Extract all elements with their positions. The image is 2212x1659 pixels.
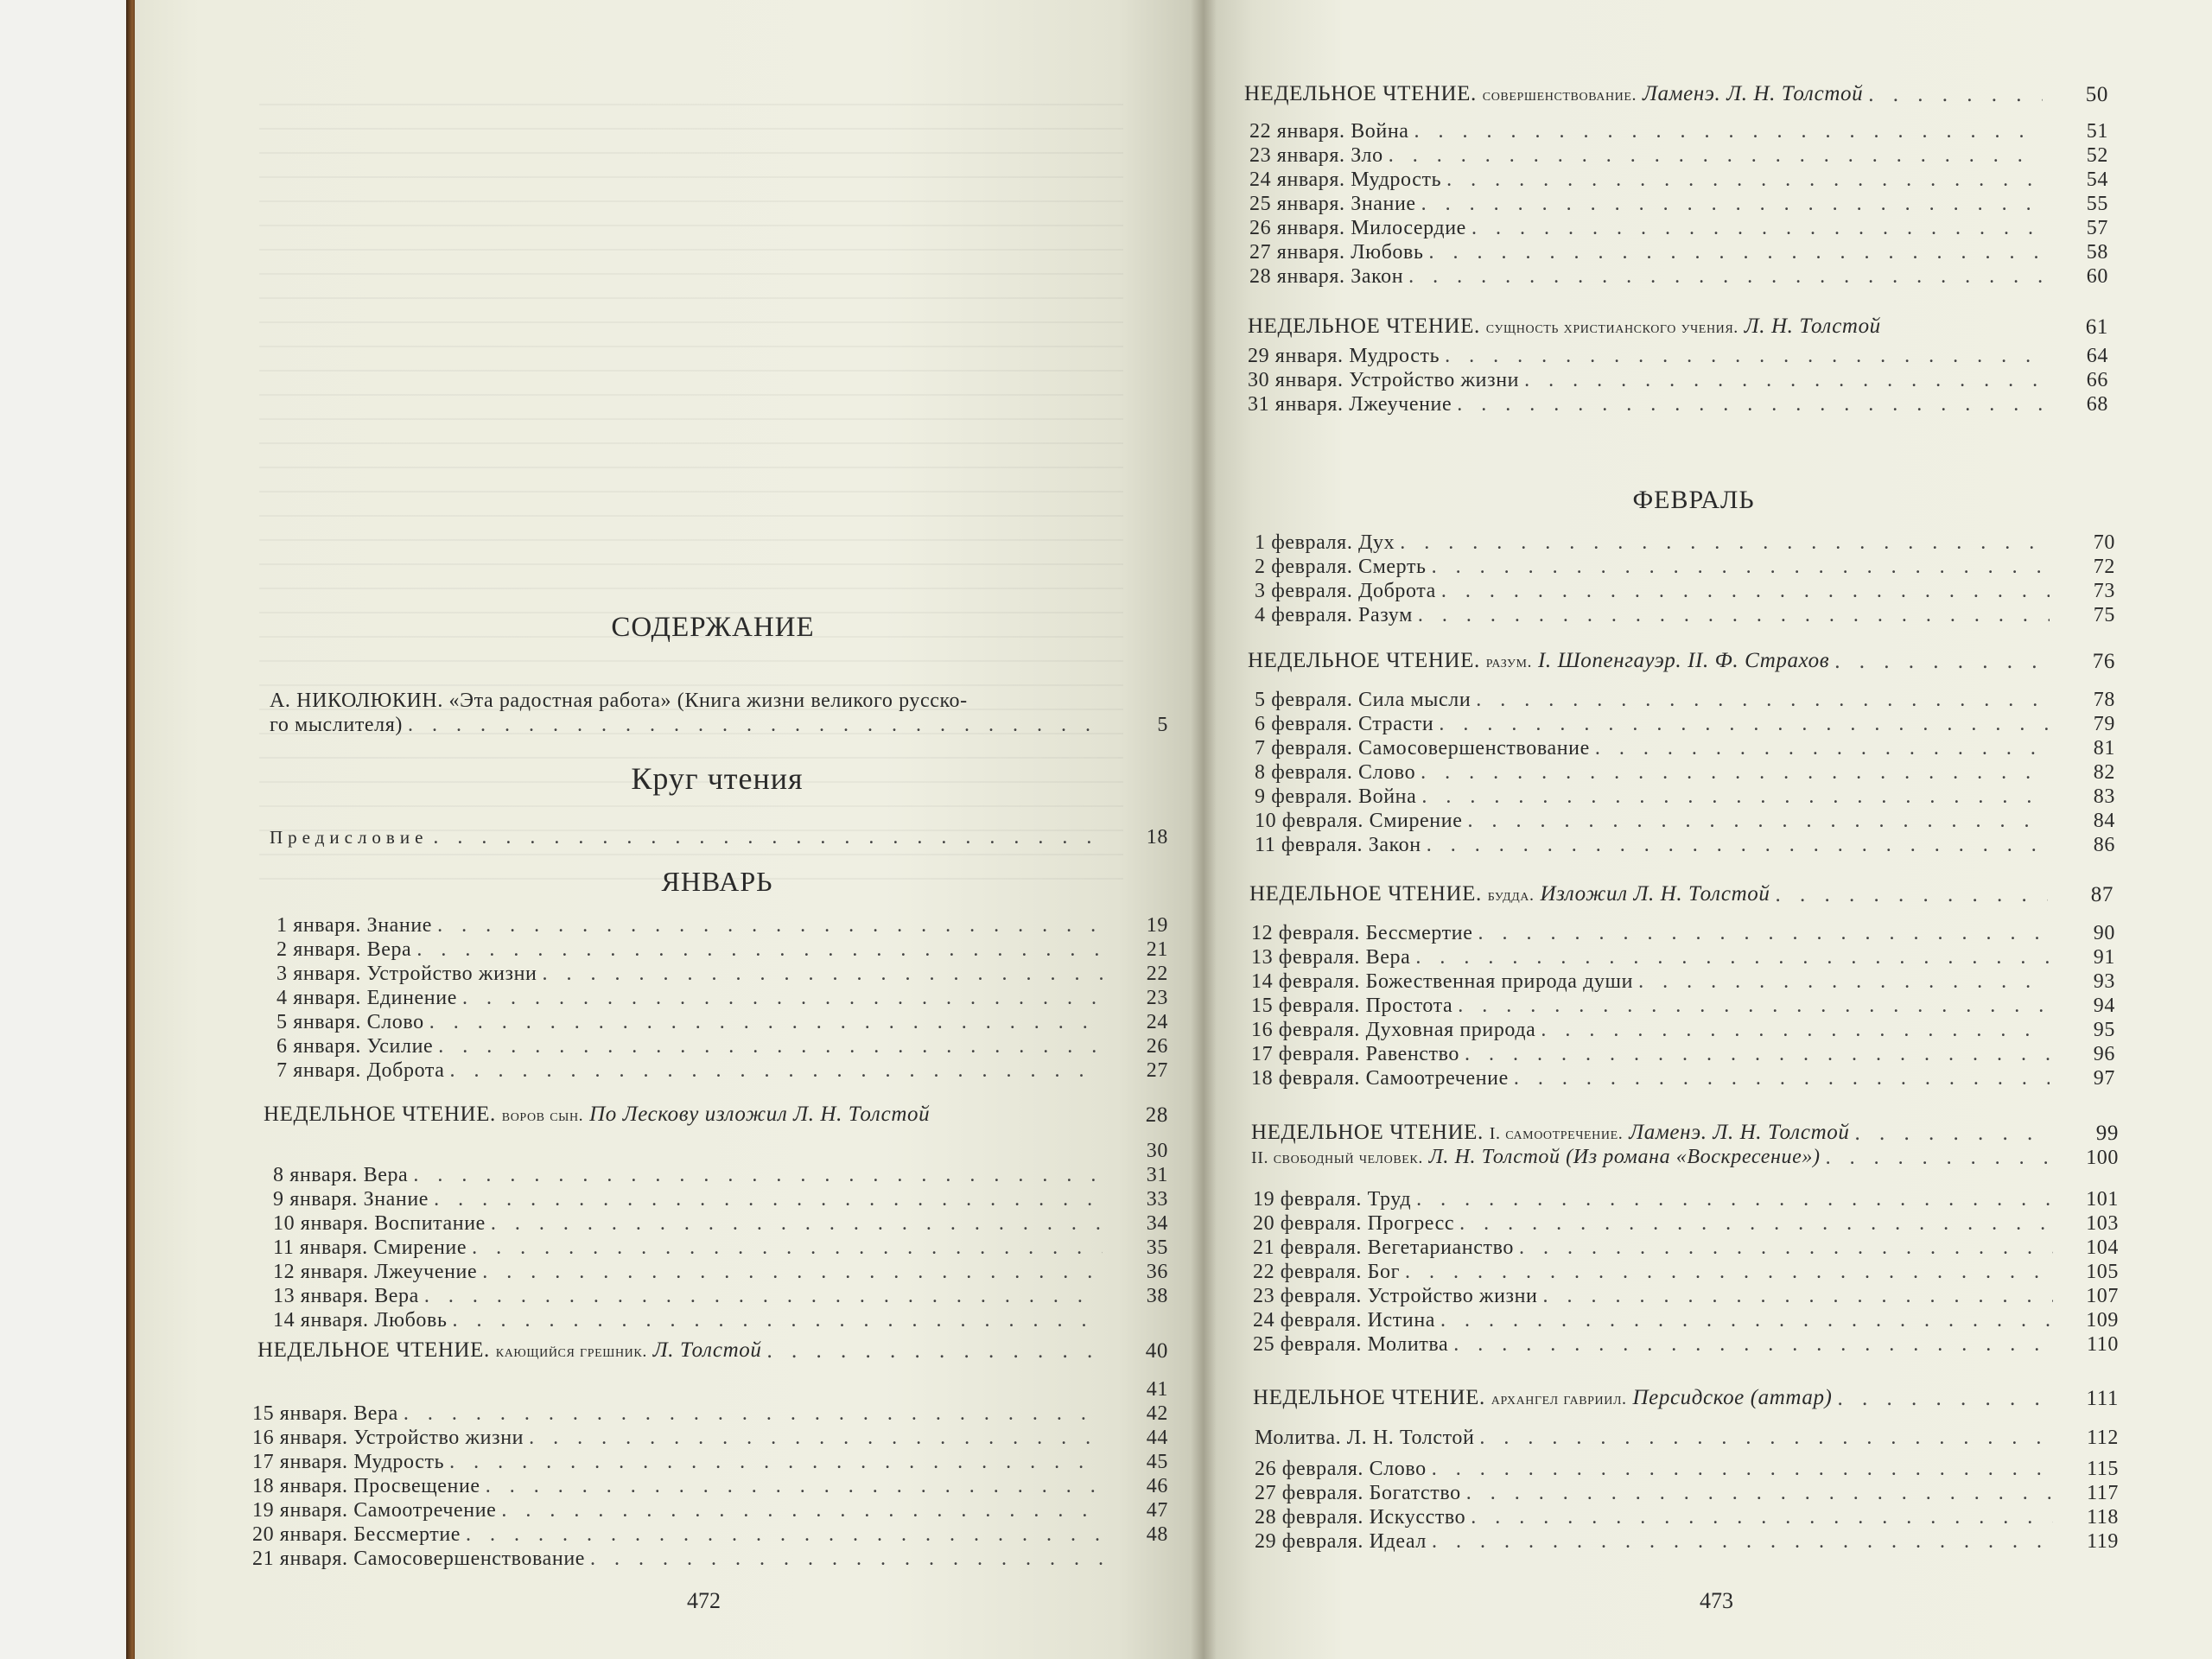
entry-label: 27 января. Любовь — [1249, 241, 1424, 264]
toc-entry — [1255, 785, 2115, 809]
entry-label: 17 января. Мудрость — [252, 1451, 445, 1473]
entry-label: 15 января. Вера — [252, 1402, 398, 1425]
entry-label: 5 января. Слово — [276, 1011, 424, 1033]
entry-label: 23 февраля. Устройство жизни — [1253, 1285, 1538, 1307]
entry-label: 26 февраля. Слово — [1255, 1458, 1427, 1480]
entry-label: 18 февраля. Самоотречение — [1251, 1067, 1509, 1090]
toc-entry — [1253, 1284, 2119, 1308]
entry-label: 2 февраля. Смерть — [1255, 556, 1427, 578]
page-number: 107 — [2086, 1285, 2119, 1307]
gutter-shadow — [1191, 0, 1217, 1659]
entry-label: 11 февраля. Закон — [1255, 834, 1421, 856]
toc-entry — [1255, 688, 2115, 712]
weekly-topic: II. свободный человек. — [1251, 1148, 1423, 1167]
weekly-author: По Лескову изложил Л. Н. Толстой — [589, 1103, 931, 1126]
intro-line2: го мыслителя) — [270, 714, 403, 736]
weekly-topic: будда. — [1487, 886, 1535, 905]
entry-label: 3 февраля. Доброта — [1255, 580, 1436, 602]
entry-label: 13 февраля. Вера — [1251, 946, 1411, 969]
entry-label: 11 января. Смирение — [273, 1236, 467, 1259]
toc-entry — [1251, 969, 2115, 994]
toc-entry — [276, 962, 1168, 986]
entry-label: 28 февраля. Искусство — [1255, 1506, 1466, 1529]
weekly-head: НЕДЕЛЬНОЕ ЧТЕНИЕ. — [257, 1338, 490, 1362]
entry-label: 22 января. Война — [1249, 120, 1409, 143]
entry-label: 8 февраля. Слово — [1255, 761, 1416, 784]
weekly-head: НЕДЕЛЬНОЕ ЧТЕНИЕ. — [1253, 1386, 1485, 1409]
weekly-author: Персидское (аттар) — [1632, 1386, 1833, 1409]
toc-entry — [1248, 368, 2108, 392]
entry-label: 27 февраля. Богатство — [1255, 1482, 1461, 1504]
page-number: 78 — [2093, 689, 2115, 711]
toc-entry — [1253, 1260, 2119, 1284]
toc-entry — [1253, 1211, 2119, 1236]
page-number: 33 — [1146, 1188, 1168, 1211]
entry-label: 7 февраля. Самосовершенствование — [1255, 737, 1590, 760]
month-january: ЯНВАРЬ — [661, 866, 773, 897]
page-number: 99 — [2095, 1122, 2119, 1145]
page-number: 68 — [2086, 393, 2108, 416]
weekly-author: Ламенэ. Л. Н. Толстой — [1643, 82, 1864, 105]
page-number: 101 — [2086, 1188, 2119, 1211]
page-number: 64 — [2086, 345, 2108, 367]
toc-entry — [276, 1010, 1168, 1034]
page-number: 35 — [1146, 1236, 1168, 1259]
weekly-reading — [1248, 650, 2115, 674]
entry-label: 29 января. Мудрость — [1248, 345, 1440, 367]
page-number: 55 — [2086, 193, 2108, 215]
toc-entry — [1255, 1457, 2119, 1481]
entry-label: 29 февраля. Идеал — [1255, 1530, 1427, 1553]
weekly-topic: архангел гавриил. — [1491, 1389, 1627, 1408]
toc-list — [276, 913, 1168, 1083]
entry-label: 14 января. Любовь — [273, 1309, 448, 1332]
weekly-reading — [1244, 83, 2108, 107]
toc-entry — [1255, 833, 2115, 857]
page-number: 83 — [2093, 785, 2115, 808]
toc-entry — [1253, 1236, 2119, 1260]
weekly-head: НЕДЕЛЬНОЕ ЧТЕНИЕ. — [1244, 82, 1477, 105]
page-number: 41 — [1146, 1378, 1168, 1401]
entry-label: 25 января. Знание — [1249, 193, 1416, 215]
page-number: 42 — [1146, 1402, 1168, 1425]
page-number: 52 — [2086, 144, 2108, 167]
page-number: 111 — [2086, 1387, 2119, 1410]
page-number: 95 — [2093, 1019, 2115, 1041]
entry-label: 17 февраля. Равенство — [1251, 1043, 1460, 1065]
toc-list — [1255, 688, 2115, 857]
entry-label: 12 января. Лжеучение — [273, 1261, 478, 1283]
page-number: 118 — [2087, 1506, 2119, 1529]
page-number: 47 — [1146, 1499, 1168, 1522]
page-number: 60 — [2086, 265, 2108, 288]
weekly-topic: воров сын. — [501, 1106, 584, 1125]
page-number: 45 — [1146, 1451, 1168, 1473]
weekly-reading — [264, 1103, 1168, 1128]
page-number: 109 — [2086, 1309, 2119, 1332]
entry-label: 25 февраля. Молитва — [1253, 1333, 1449, 1356]
toc-entry — [1255, 603, 2115, 627]
page-number: 50 — [2085, 83, 2108, 106]
toc-entry — [1253, 1332, 2119, 1357]
page-number: 81 — [2093, 737, 2115, 760]
entry-label: 9 января. Знание — [273, 1188, 429, 1211]
entry-label: 14 февраля. Божественная природа души — [1251, 970, 1634, 993]
toc-entry — [1248, 392, 2108, 416]
entry-label: 9 февраля. Война — [1255, 785, 1417, 808]
toc-entry — [1249, 143, 2108, 168]
toc-entry — [1255, 1529, 2119, 1554]
weekly-reading — [1248, 315, 2108, 340]
weekly-reading — [1249, 883, 2113, 907]
toc-entry — [1251, 1018, 2115, 1042]
contents-title: СОДЕРЖАНИЕ — [611, 612, 815, 643]
entry-label: 31 января. Лжеучение — [1248, 393, 1452, 416]
weekly-head: НЕДЕЛЬНОЕ ЧТЕНИЕ. — [1248, 315, 1480, 338]
entry-label: 4 января. Единение — [276, 987, 457, 1009]
weekly-topic: совершенствование. — [1482, 86, 1637, 105]
entry-label: 7 января. Доброта — [276, 1059, 445, 1082]
toc-entry — [1249, 119, 2108, 143]
toc-entry — [1255, 760, 2115, 785]
intro-line1: А. НИКОЛЮКИН. «Эта радостная работа» (Книга жизни великого русско- — [270, 690, 968, 712]
page-number: 90 — [2093, 922, 2115, 944]
toc-list — [1249, 119, 2108, 289]
entry-label: 10 февраля. Смирение — [1255, 810, 1463, 832]
weekly-topic: I. самоотречение. — [1489, 1124, 1624, 1143]
toc-entry — [252, 1426, 1168, 1450]
page-number: 26 — [1146, 1035, 1168, 1058]
page-number: 91 — [2093, 946, 2115, 969]
entry-label: 5 февраля. Сила мысли — [1255, 689, 1471, 711]
page-number: 18 — [1146, 826, 1168, 849]
entry-label: 2 января. Вера — [276, 938, 412, 961]
page-number: 5 — [1157, 714, 1168, 736]
entry-label: 21 февраля. Вегетарианство — [1253, 1236, 1514, 1259]
prayer-label: Молитва. Л. Н. Толстой — [1255, 1427, 1475, 1449]
entry-label: 16 февраля. Духовная природа — [1251, 1019, 1536, 1041]
entry-label: 19 февраля. Труд — [1253, 1188, 1412, 1211]
entry-label: 1 февраля. Дух — [1255, 531, 1395, 554]
page-number: 22 — [1146, 963, 1168, 985]
toc-entry — [1249, 240, 2108, 264]
entry-label: 6 января. Усилие — [276, 1035, 434, 1058]
toc-entry — [1249, 168, 2108, 192]
entry-label: 24 февраля. Истина — [1253, 1309, 1436, 1332]
toc-entry — [1255, 809, 2115, 833]
toc-list — [1253, 1187, 2119, 1357]
entry-label: 28 января. Закон — [1249, 265, 1404, 288]
toc-entry — [1255, 736, 2115, 760]
page-number: 27 — [1146, 1059, 1168, 1082]
weekly-author: Изложил Л. Н. Толстой — [1540, 882, 1770, 906]
page-number: 30 — [1146, 1140, 1168, 1162]
page-folio-left: 472 — [687, 1588, 721, 1613]
entry-label: 26 января. Милосердие — [1249, 217, 1466, 239]
book-title: Круг чтения — [631, 761, 804, 796]
weekly-head: НЕДЕЛЬНОЕ ЧТЕНИЕ. — [1248, 649, 1480, 672]
entry-label: 10 января. Воспитание — [273, 1212, 486, 1235]
toc-entry — [1255, 555, 2115, 579]
page-number: 36 — [1146, 1261, 1168, 1283]
page-number: 84 — [2093, 810, 2115, 832]
toc-entry — [1255, 531, 2115, 555]
weekly-head: НЕДЕЛЬНОЕ ЧТЕНИЕ. — [1251, 1121, 1484, 1144]
page-number: 119 — [2087, 1530, 2119, 1553]
page-number: 70 — [2093, 531, 2115, 554]
entry-label: 6 февраля. Страсти — [1255, 713, 1434, 735]
page-number: 31 — [1146, 1164, 1168, 1186]
toc-entry — [1255, 1481, 2119, 1505]
toc-entry — [1255, 579, 2115, 603]
page-number: 75 — [2093, 604, 2115, 626]
page-number: 40 — [1145, 1339, 1168, 1363]
page-number: 96 — [2093, 1043, 2115, 1065]
entry-label: 8 января. Вера — [273, 1164, 409, 1186]
page-number: 38 — [1146, 1285, 1168, 1307]
page-number: 87 — [2090, 883, 2113, 906]
toc-list — [273, 1139, 1168, 1332]
entry-label: 16 января. Устройство жизни — [252, 1427, 524, 1449]
entry-label: 19 января. Самоотречение — [252, 1499, 497, 1522]
toc-list — [1251, 921, 2115, 1090]
toc-entry — [273, 1139, 1168, 1163]
page-number: 57 — [2086, 217, 2108, 239]
toc-entry — [252, 1450, 1168, 1474]
page-number: 117 — [2087, 1482, 2119, 1504]
preface-label: Предисловие — [270, 827, 429, 848]
page-number: 103 — [2086, 1212, 2119, 1235]
toc-entry — [252, 1402, 1168, 1426]
page-number: 72 — [2093, 556, 2115, 578]
page-number: 19 — [1146, 914, 1168, 937]
toc-entry — [252, 1547, 1168, 1571]
preface-entry — [270, 825, 1168, 849]
entry-label: 1 января. Знание — [276, 914, 433, 937]
entry-label: 22 февраля. Бог — [1253, 1261, 1401, 1283]
entry-label: 18 января. Просвещение — [252, 1475, 480, 1497]
entry-label: 21 января. Самосовершенствование — [252, 1548, 586, 1570]
toc-list — [1248, 344, 2108, 416]
toc-entry — [273, 1308, 1168, 1332]
prayer-entry — [1255, 1426, 2119, 1450]
toc-entry — [1249, 264, 2108, 289]
month-february: ФЕВРАЛЬ — [1632, 486, 1755, 514]
toc-entry — [273, 1163, 1168, 1187]
toc-entry — [1255, 712, 2115, 736]
page-number: 86 — [2093, 834, 2115, 856]
page-number: 66 — [2086, 369, 2108, 391]
toc-list — [1255, 1457, 2119, 1554]
toc-entry — [273, 1236, 1168, 1260]
toc-entry — [276, 1034, 1168, 1058]
weekly-author: Л. Н. Толстой — [1744, 315, 1881, 338]
weekly-head: НЕДЕЛЬНОЕ ЧТЕНИЕ. — [1249, 882, 1482, 906]
page-number: 94 — [2093, 995, 2115, 1017]
toc-entry — [273, 1211, 1168, 1236]
toc-entry — [1255, 1505, 2119, 1529]
page-folio-right: 473 — [1700, 1588, 1733, 1613]
entry-label: 20 февраля. Прогресс — [1253, 1212, 1455, 1235]
toc-list — [252, 1377, 1168, 1571]
weekly-author: Л. Н. Толстой (Из романа «Воскресение») — [1428, 1146, 1821, 1168]
page-number: 28 — [1145, 1103, 1168, 1127]
toc-entry — [276, 1058, 1168, 1083]
toc-entry — [252, 1377, 1168, 1402]
toc-entry — [1249, 216, 2108, 240]
page-number: 104 — [2086, 1236, 2119, 1259]
toc-entry — [252, 1498, 1168, 1522]
weekly-reading — [1253, 1387, 2119, 1411]
page-number: 105 — [2086, 1261, 2119, 1283]
page-number: 34 — [1146, 1212, 1168, 1235]
toc-entry — [1251, 921, 2115, 945]
toc-entry — [1253, 1308, 2119, 1332]
weekly-reading — [257, 1339, 1168, 1363]
toc-entry — [276, 938, 1168, 962]
toc-entry — [276, 913, 1168, 938]
entry-label: 20 января. Бессмертие — [252, 1523, 461, 1546]
weekly-topic: сущность христианского учения. — [1485, 318, 1738, 337]
entry-label: 24 января. Мудрость — [1249, 168, 1442, 191]
toc-entry — [252, 1522, 1168, 1547]
weekly-author: Л. Толстой — [652, 1338, 762, 1362]
entry-label: 23 января. Зло — [1249, 144, 1383, 167]
page-number: 115 — [2087, 1458, 2119, 1480]
page-number: 93 — [2093, 970, 2115, 993]
toc-entry — [1251, 1042, 2115, 1066]
page-number: 82 — [2093, 761, 2115, 784]
page-number: 100 — [2086, 1147, 2119, 1169]
toc-entry — [1251, 945, 2115, 969]
toc-entry — [1248, 344, 2108, 368]
toc-entry — [273, 1284, 1168, 1308]
page-number: 23 — [1146, 987, 1168, 1009]
page-number: 24 — [1146, 1011, 1168, 1033]
entry-label: 4 февраля. Разум — [1255, 604, 1413, 626]
toc-entry — [1249, 192, 2108, 216]
toc-entry — [273, 1187, 1168, 1211]
entry-label: 13 января. Вера — [273, 1285, 419, 1307]
weekly-author: Ламенэ. Л. Н. Толстой — [1629, 1121, 1850, 1144]
weekly-author: I. Шопенгауэр. II. Ф. Страхов — [1538, 649, 1830, 672]
page-number: 21 — [1146, 938, 1168, 961]
page-number: 112 — [2087, 1427, 2119, 1449]
page-number: 48 — [1146, 1523, 1168, 1546]
page-number: 97 — [2093, 1067, 2115, 1090]
page-number: 73 — [2093, 580, 2115, 602]
entry-label: 30 января. Устройство жизни — [1248, 369, 1520, 391]
intro-entry — [270, 687, 1168, 737]
weekly-head: НЕДЕЛЬНОЕ ЧТЕНИЕ. — [264, 1103, 496, 1126]
toc-entry — [273, 1260, 1168, 1284]
entry-label: 15 февраля. Простота — [1251, 995, 1453, 1017]
page-number: 58 — [2086, 241, 2108, 264]
page-number: 110 — [2087, 1333, 2119, 1356]
page-number: 54 — [2086, 168, 2108, 191]
page-number: 76 — [2092, 650, 2115, 673]
toc-entry — [276, 986, 1168, 1010]
weekly-reading — [1251, 1122, 2119, 1170]
page-number: 61 — [2085, 315, 2108, 339]
toc-entry — [1251, 994, 2115, 1018]
page-number: 46 — [1146, 1475, 1168, 1497]
page-number: 44 — [1146, 1427, 1168, 1449]
weekly-topic: кающийся грешник. — [495, 1342, 647, 1361]
page-number: 79 — [2093, 713, 2115, 735]
toc-entry — [1253, 1187, 2119, 1211]
toc-entry — [252, 1474, 1168, 1498]
weekly-topic: разум. — [1485, 652, 1533, 671]
page-number: 51 — [2086, 120, 2108, 143]
toc-list — [1255, 531, 2115, 627]
toc-entry — [1251, 1066, 2115, 1090]
entry-label: 3 января. Устройство жизни — [276, 963, 537, 985]
entry-label: 12 февраля. Бессмертие — [1251, 922, 1473, 944]
